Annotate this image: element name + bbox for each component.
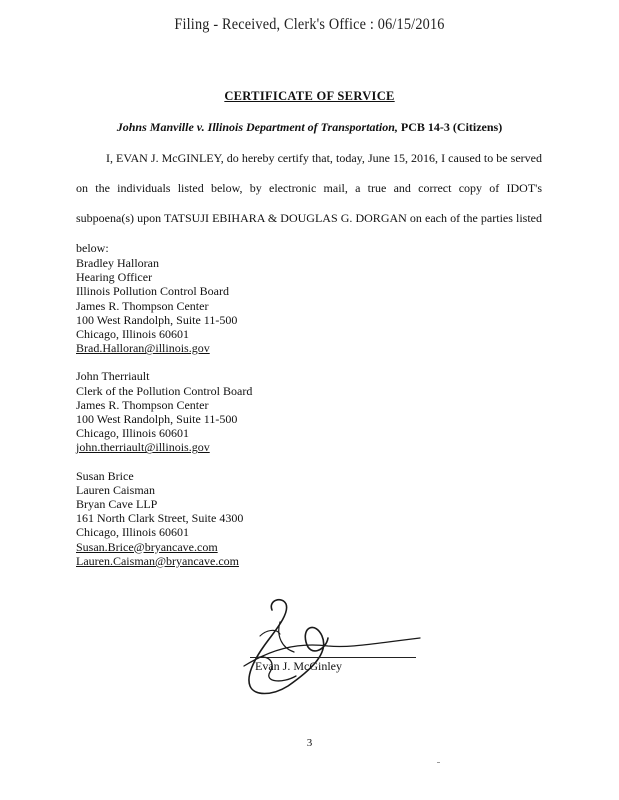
recipient-block (76, 469, 376, 568)
recipient-title: Clerk of the Pollution Control Board (76, 383, 253, 398)
recipient-building: James R. Thompson Center (76, 298, 209, 313)
case-number: PCB 14-3 (Citizens) (397, 120, 503, 134)
signer-name: Evan J. McGinley (255, 659, 342, 673)
recipient-city: Chicago, Illinois 60601 (76, 525, 189, 540)
recipient-email-link[interactable]: Lauren.Caisman@bryancave.com (76, 553, 239, 568)
recipient-title: Hearing Officer (76, 270, 153, 285)
recipient-block (76, 369, 376, 454)
recipient-street: 100 West Randolph, Suite 11-500 (76, 412, 238, 427)
case-name: Johns Manville v. Illinois Department of Transportation, (116, 120, 398, 134)
signature-line (250, 657, 416, 658)
document-title: CERTIFICATE OF SERVICE (224, 89, 395, 103)
recipient-city: Chicago, Illinois 60601 (76, 426, 189, 441)
scan-mark (437, 762, 440, 763)
recipient-name: Bradley Halloran (76, 256, 159, 270)
recipient-name: Susan Brice (76, 468, 134, 483)
recipient-email-link[interactable]: Susan.Brice@bryancave.com (76, 539, 218, 554)
certification-paragraph: I, EVAN J. McGINLEY, do hereby certify that, today, June 15, 2016, I caused to be served on the individuals listed below, by electronic mail, a true and correct copy of IDOT's subpoena(s) upon TATSUJI EBIHARA & DOUGLAS G. DORGAN on each of the parties listed below: (76, 151, 542, 255)
recipient-block (76, 256, 376, 355)
recipient-organization: Illinois Pollution Control Board (76, 284, 230, 299)
recipient-street: 161 North Clark Street, Suite 4300 (76, 511, 244, 526)
recipient-email-link[interactable]: Brad.Halloran@illinois.gov (76, 341, 210, 356)
recipient-organization: Bryan Cave LLP (76, 497, 158, 512)
case-caption (0, 120, 619, 135)
recipient-name: John Therriault (76, 369, 150, 384)
page-number: 3 (306, 737, 313, 749)
handwritten-signature (210, 592, 440, 707)
service-list (76, 256, 376, 582)
recipient-email-link[interactable]: john.therriault@illinois.gov (76, 440, 210, 455)
recipient-name: Lauren Caisman (76, 482, 155, 497)
recipient-street: 100 West Randolph, Suite 11-500 (76, 312, 238, 327)
recipient-building: James R. Thompson Center (76, 397, 209, 412)
recipient-city: Chicago, Illinois 60601 (76, 327, 189, 342)
filing-stamp: Filing - Received, Clerk's Office : 06/15/2016 (174, 16, 445, 33)
